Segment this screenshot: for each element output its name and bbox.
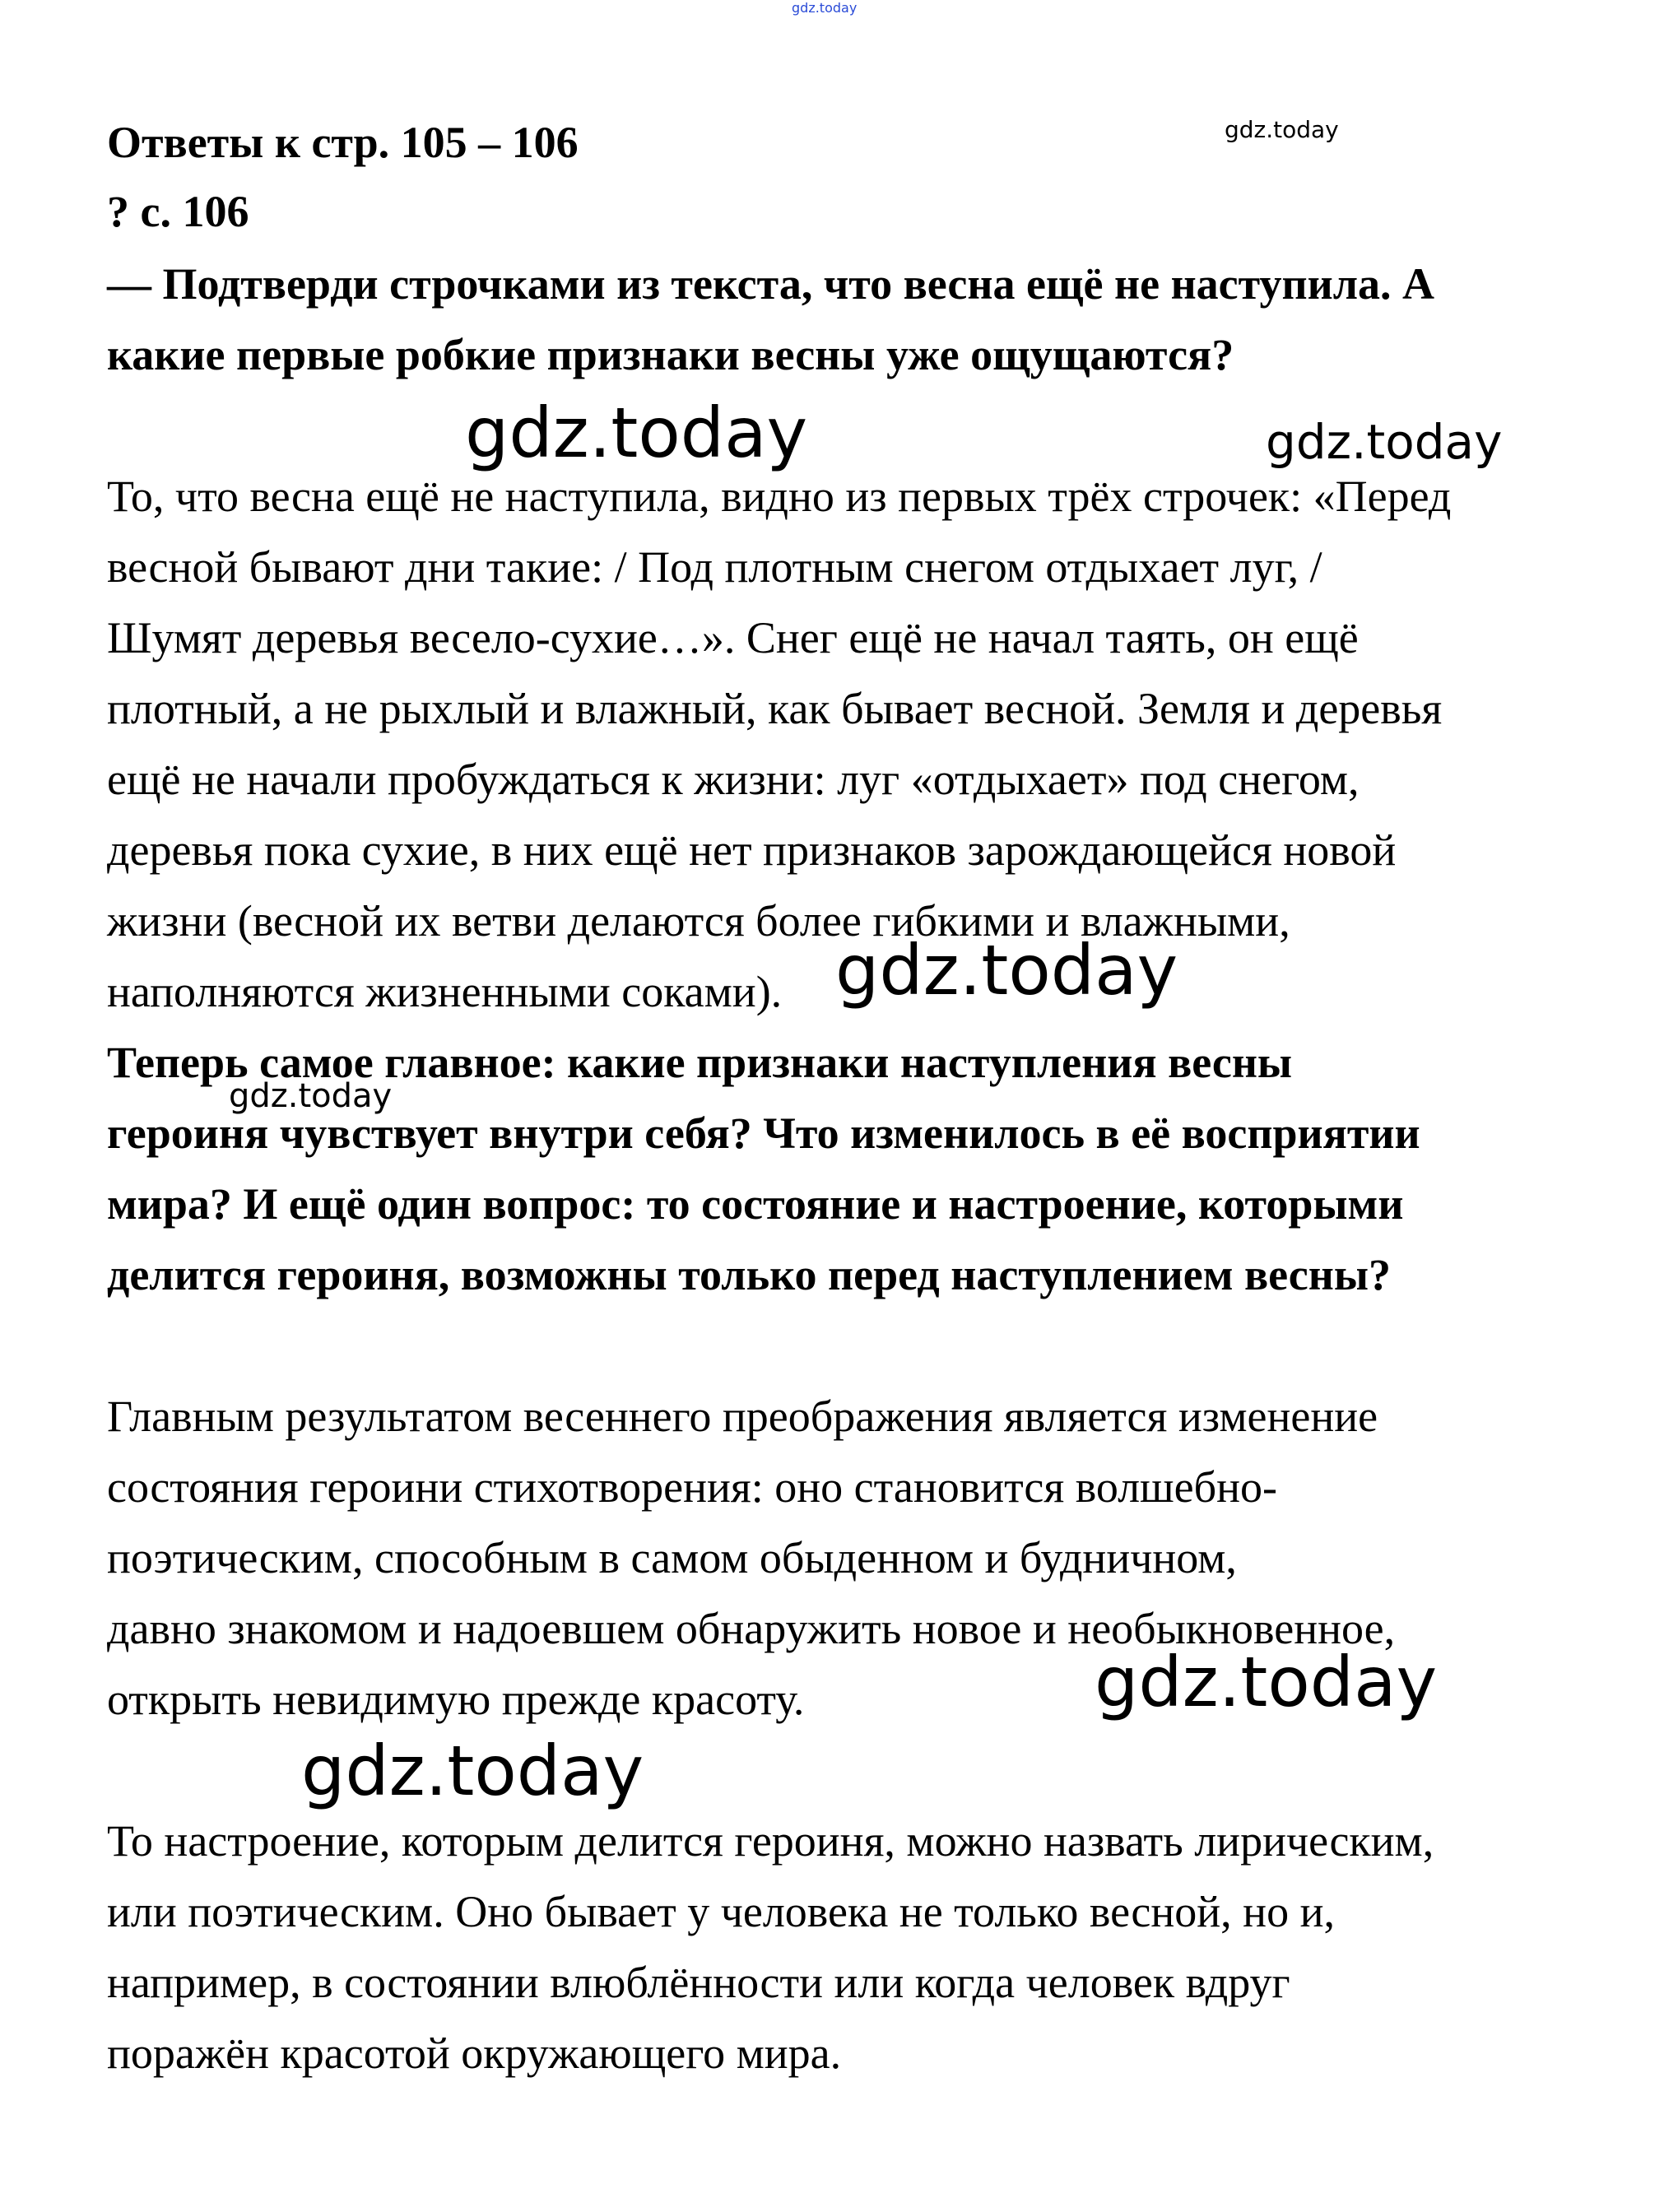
question1-line: какие первые робкие признаки весны уже ощущаются?: [107, 330, 1234, 379]
answer1-line: деревья пока сухие, в них ещё нет признаков зарождающейся новой: [107, 825, 1397, 875]
answer3-line: например, в состоянии влюблённости или когда человек вдруг: [107, 1958, 1290, 2007]
watermark-medium-1: gdz.today: [1266, 414, 1503, 470]
question1-line: — Подтверди строчками из текста, что весна ещё не наступила. А: [107, 259, 1434, 309]
answer1-line: То, что весна ещё не наступила, видно из первых трёх строчек: «Перед: [107, 472, 1452, 521]
page-title: Ответы к стр. 105 – 106: [107, 118, 579, 167]
answer2-line: открыть невидимую прежде красоту.: [107, 1675, 805, 1724]
answer3-line: или поэтическим. Оно бывает у человека не только весной, но и,: [107, 1887, 1335, 1936]
watermark-large-1: gdz.today: [465, 393, 808, 473]
answer3-line: То настроение, которым делится героиня, можно назвать лирическим,: [107, 1816, 1434, 1866]
answer3-line: поражён красотой окружающего мира.: [107, 2028, 842, 2078]
answer2-line: поэтическим, способным в самом обыденном и будничном,: [107, 1533, 1237, 1582]
answer1-line: жизни (весной их ветви делаются более гибкими и влажными,: [107, 896, 1290, 946]
answer2-line: давно знакомом и надоевшем обнаружить новое и необыкновенное,: [107, 1604, 1396, 1653]
answer1-line: весной бывают дни такие: / Под плотным снегом отдыхает луг, /: [107, 542, 1322, 592]
answer2-line: Главным результатом весеннего преображения является изменение: [107, 1392, 1378, 1441]
answer1-line: ещё не начали пробуждаться к жизни: луг «отдыхает» под снегом,: [107, 755, 1360, 804]
question2-line: Теперь самое главное: какие признаки наступления весны: [107, 1038, 1293, 1087]
answer1-line: Шумят деревья весело-сухие…». Снег ещё не начал таять, он ещё: [107, 613, 1359, 662]
page-reference: ? с. 106: [107, 187, 249, 236]
question2-line: делится героиня, возможны только перед наступлением весны?: [107, 1250, 1392, 1299]
answer2-line: состояния героини стихотворения: оно становится волшебно-: [107, 1462, 1277, 1512]
watermark-header-small: gdz.today: [1225, 116, 1339, 143]
answer1-line: наполняются жизненными соками).: [107, 967, 783, 1016]
question2-line: мира? И ещё один вопрос: то состояние и настроение, которыми: [107, 1179, 1404, 1229]
watermark-small-2: gdz.today: [229, 1077, 393, 1115]
watermark-top-tiny: gdz.today: [792, 0, 858, 16]
watermark-large-3: gdz.today: [1095, 1642, 1438, 1722]
answer1-line: плотный, а не рыхлый и влажный, как бывает весной. Земля и деревья: [107, 684, 1443, 733]
question2-line: героиня чувствует внутри себя? Что изменилось в её восприятии: [107, 1108, 1420, 1158]
watermark-large-2: gdz.today: [835, 930, 1178, 1011]
watermark-large-4: gdz.today: [301, 1731, 644, 1811]
